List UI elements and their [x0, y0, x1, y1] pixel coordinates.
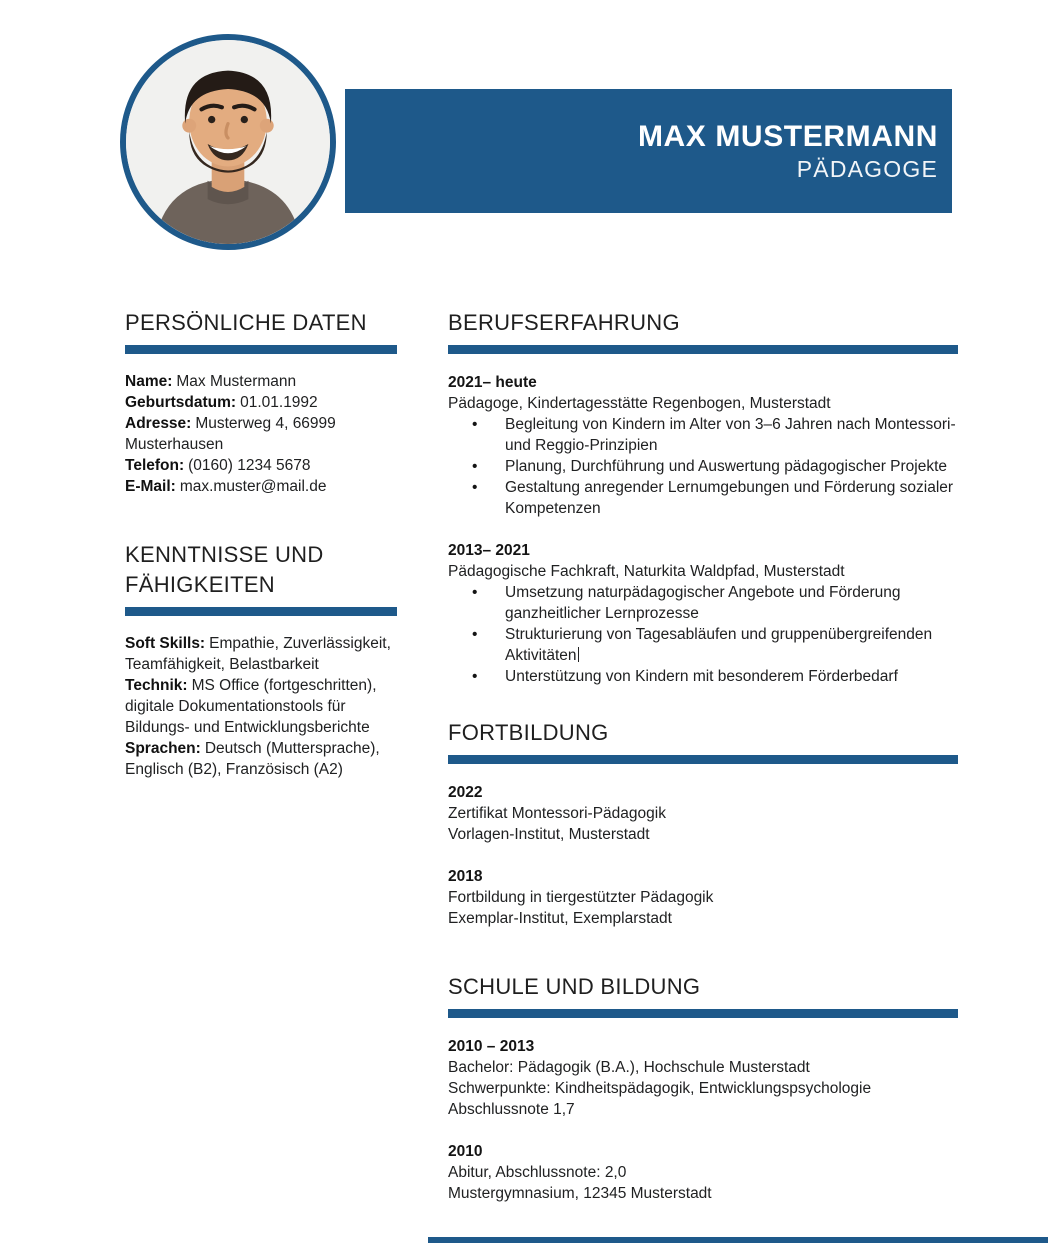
field-email: E-Mail: max.muster@mail.de — [125, 478, 327, 495]
next-section-underline-sliver — [428, 1237, 1048, 1243]
section-personal-data — [125, 308, 397, 497]
section-experience — [448, 308, 958, 687]
experience-entry — [448, 372, 958, 519]
entry-line: Exemplar-Institut, Exemplarstadt — [448, 910, 672, 927]
entry-line: Mustergymnasium, 12345 Musterstadt — [448, 1185, 712, 1202]
entry-period: 2022 — [448, 784, 483, 801]
bullet-item: • Strukturierung von Tagesabläufen und gruppenübergreifenden Aktivitäten — [448, 624, 958, 666]
entry-line: Vorlagen-Institut, Musterstadt — [448, 826, 650, 843]
entry-role: Pädagogische Fachkraft, Naturkita Waldpfad, Musterstadt — [448, 563, 845, 580]
skills-heading: KENNTNISSE UND FÄHIGKEITEN — [125, 542, 324, 597]
education-heading: SCHULE UND BILDUNG — [448, 974, 701, 999]
section-underline — [448, 755, 958, 764]
field-soft-skills: Soft Skills: Empathie, Zuverlässigkeit, Teamfähigkeit, Belastbarkeit — [125, 635, 391, 673]
experience-entry — [448, 540, 958, 687]
entry-period: 2010 – 2013 — [448, 1038, 535, 1055]
header-banner — [345, 89, 952, 213]
entry-line: Zertifikat Montessori-Pädagogik — [448, 805, 666, 822]
training-entry — [448, 782, 958, 845]
entry-period: 2018 — [448, 868, 483, 885]
training-entry — [448, 866, 958, 929]
experience-heading: BERUFSERFAHRUNG — [448, 310, 680, 335]
section-underline — [448, 1009, 958, 1018]
bullet-item: • Planung, Durchführung und Auswertung pädagogischer Projekte — [448, 456, 958, 477]
entry-line: Abschlussnote 1,7 — [448, 1101, 575, 1118]
field-tech-skills: Technik: MS Office (fortgeschritten), digitale Dokumentationstools für Bildungs- und Entwicklungsberichte — [125, 677, 377, 736]
field-languages: Sprachen: Deutsch (Muttersprache), Englisch (B2), Französisch (A2) — [125, 740, 380, 778]
entry-role: Pädagoge, Kindertagesstätte Regenbogen, Musterstadt — [448, 395, 831, 412]
entry-line: Abitur, Abschlussnote: 2,0 — [448, 1164, 627, 1181]
entry-line: Fortbildung in tiergestützter Pädagogik — [448, 889, 714, 906]
education-entry — [448, 1036, 958, 1120]
entry-period: 2010 — [448, 1143, 483, 1160]
training-heading: FORTBILDUNG — [448, 720, 609, 745]
entry-period: 2021– heute — [448, 374, 537, 391]
education-entry — [448, 1141, 958, 1204]
entry-line: Bachelor: Pädagogik (B.A.), Hochschule Musterstadt — [448, 1059, 810, 1076]
personal-data-heading: PERSÖNLICHE DATEN — [125, 310, 367, 335]
profile-photo — [120, 34, 336, 250]
section-education — [448, 972, 958, 1204]
field-phone: Telefon: (0160) 1234 5678 — [125, 457, 311, 474]
text-cursor-caret — [578, 647, 580, 662]
section-skills — [125, 540, 397, 780]
section-training — [448, 718, 958, 929]
field-name: Name: Max Mustermann — [125, 373, 297, 390]
entry-period: 2013– 2021 — [448, 542, 530, 559]
entry-line: Schwerpunkte: Kindheitspädagogik, Entwicklungspsychologie — [448, 1080, 872, 1097]
portrait-illustration — [126, 40, 330, 244]
section-underline — [448, 345, 958, 354]
section-underline — [125, 345, 397, 354]
bullet-item: • Begleitung von Kindern im Alter von 3–6 Jahren nach Montessori- und Reggio-Prinzipien — [448, 414, 958, 456]
field-birthdate: Geburtsdatum: 01.01.1992 — [125, 394, 318, 411]
experience-bullet-list — [448, 582, 958, 687]
person-job-title: PÄDAGOGE — [796, 155, 938, 182]
person-name: MAX MUSTERMANN — [637, 119, 938, 153]
experience-bullet-list — [448, 414, 958, 519]
bullet-item: • Umsetzung naturpädagogischer Angebote und Förderung ganzheitlicher Lernprozesse — [448, 582, 958, 624]
field-address: Adresse: Musterweg 4, 66999 Musterhausen — [125, 415, 336, 453]
section-underline — [125, 607, 397, 616]
bullet-item: • Gestaltung anregender Lernumgebungen und Förderung sozialer Kompetenzen — [448, 477, 958, 519]
bullet-item: • Unterstützung von Kindern mit besonderem Förderbedarf — [448, 666, 958, 687]
